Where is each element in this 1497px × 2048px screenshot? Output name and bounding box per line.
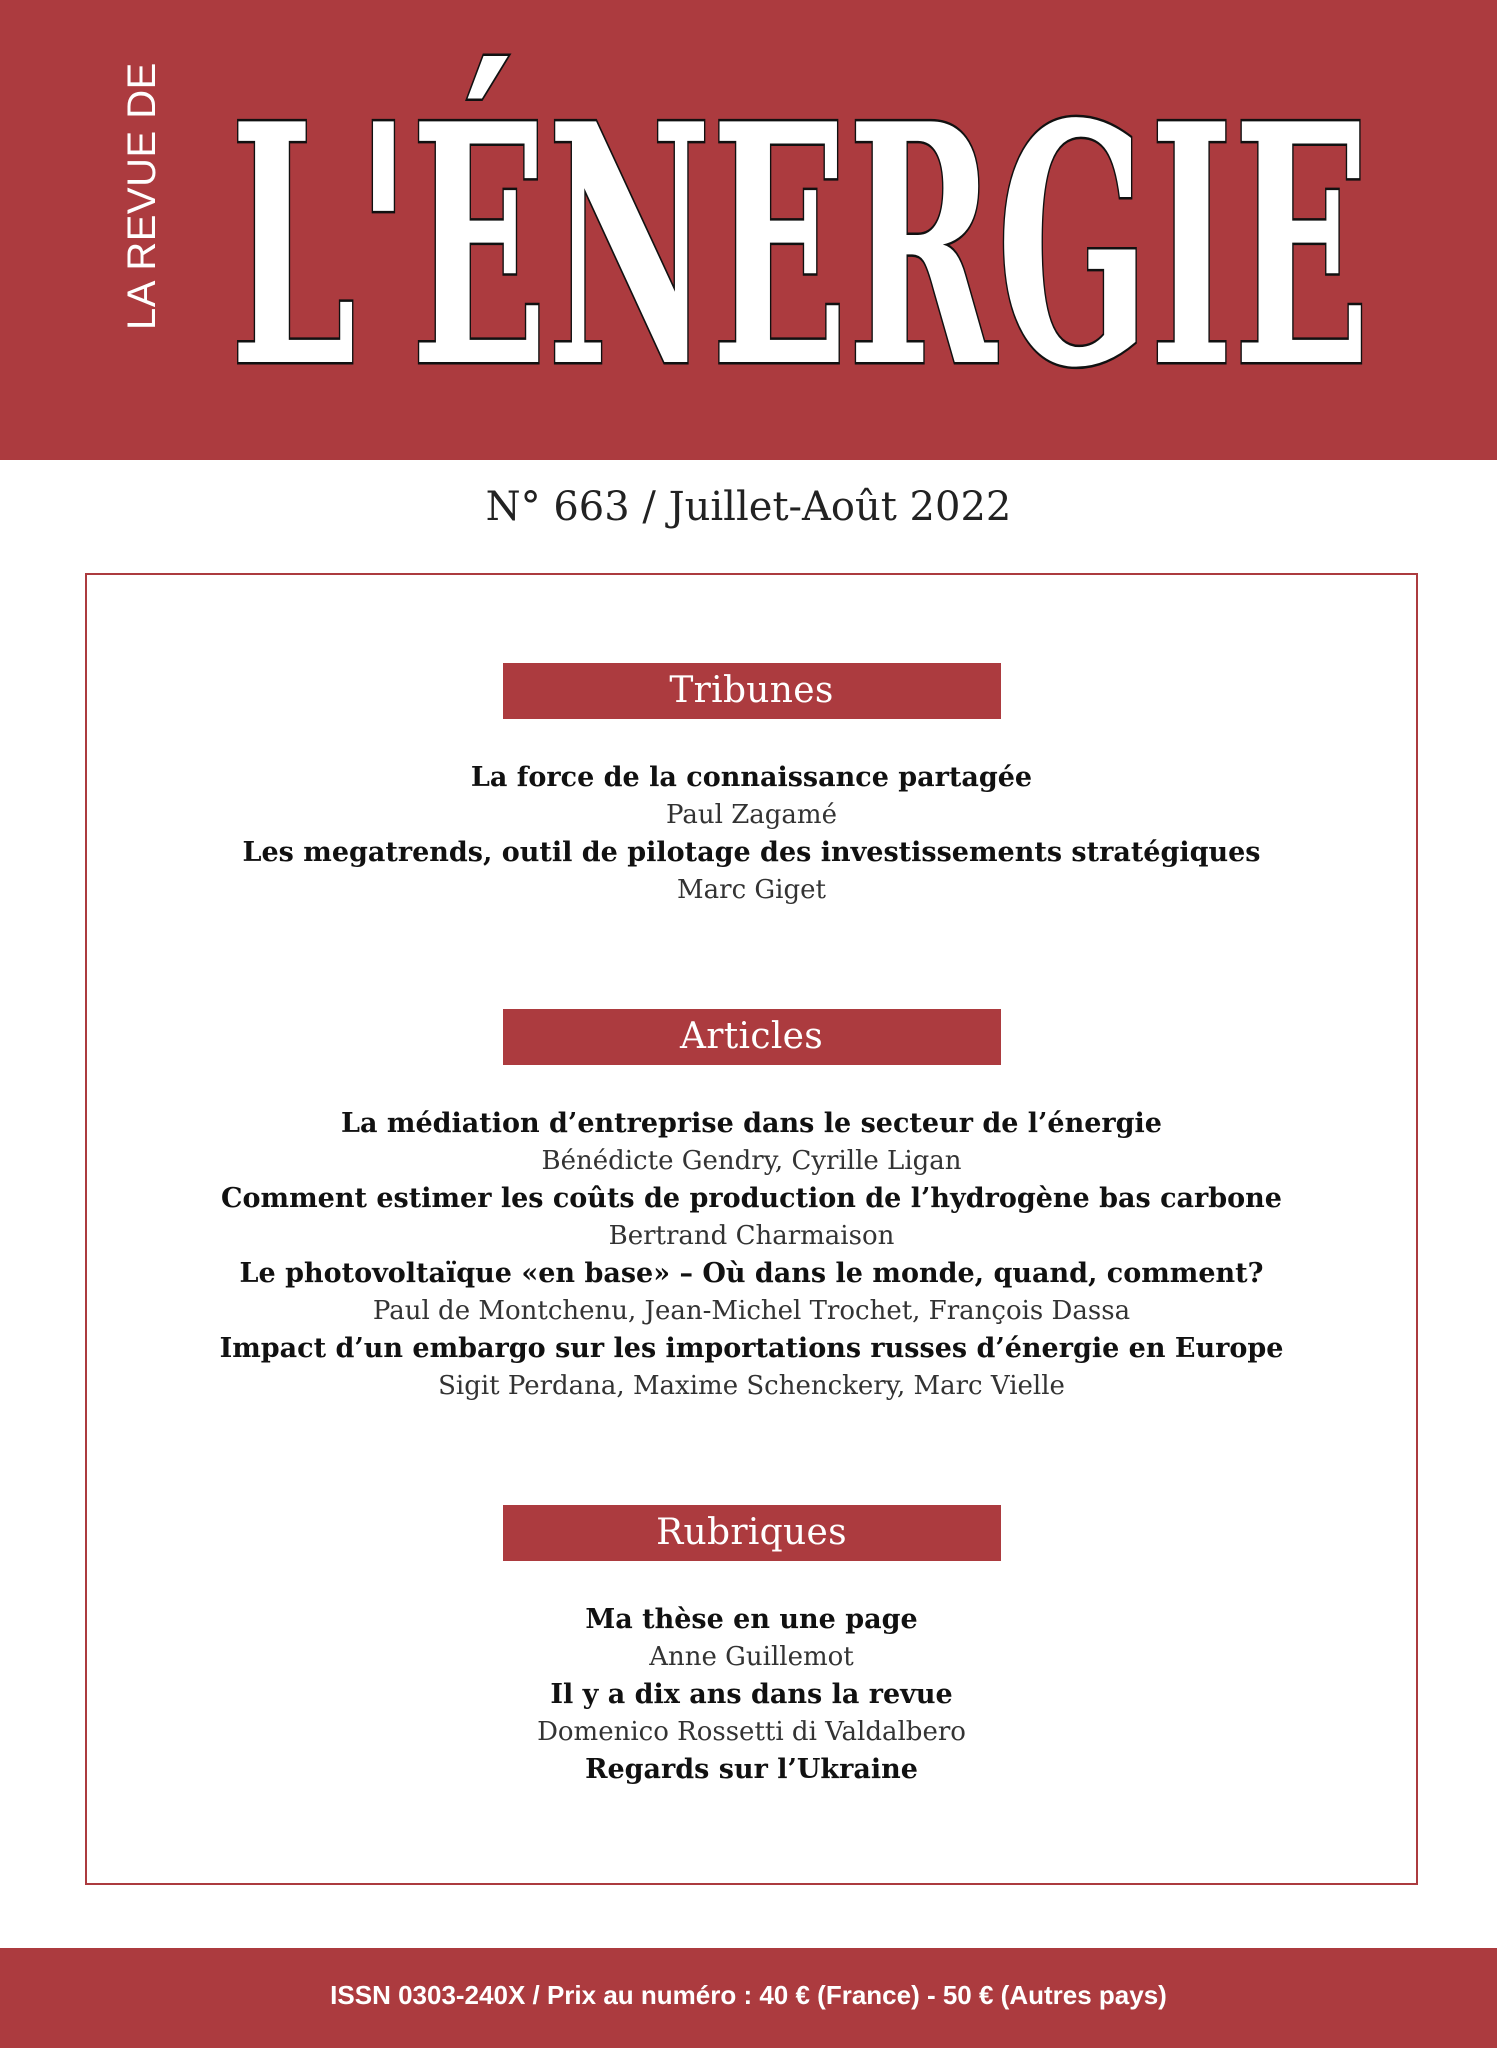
masthead-title-text: L'ÉNERGIE [230,52,1370,440]
masthead-vertical-label: LA REVUE DE [120,62,164,330]
masthead-banner [0,0,1497,460]
entry-title[interactable]: Les megatrends, outil de pilotage des investissements stratégiques [242,837,1261,868]
footer-banner [0,1948,1497,2048]
entry-title[interactable]: La médiation d’entreprise dans le secteur de l’énergie [341,1108,1162,1139]
entry-author: Paul de Montchenu, Jean-Michel Trochet, François Dassa [372,1296,1131,1326]
section-heading: Articles [503,1009,1001,1065]
entry-title[interactable]: Comment estimer les coûts de production de l’hydrogène bas carbone [221,1183,1282,1214]
entry-author: Sigit Perdana, Maxime Schenckery, Marc Vielle [438,1371,1065,1401]
entry-author: Marc Giget [677,875,826,905]
entry-title[interactable]: La force de la connaissance partagée [470,762,1033,793]
entry-title[interactable]: Impact d’un embargo sur les importations russes d’énergie en Europe [219,1333,1284,1364]
section-heading: Rubriques [503,1505,1001,1561]
section-articles [87,1009,1416,1405]
entry-author: Bertrand Charmaison [608,1221,895,1251]
entry-title[interactable]: Regards sur l’Ukraine [585,1754,918,1785]
issue-number-date: N° 663 / Juillet-Août 2022 [485,484,1012,530]
footer-issn-price: ISSN 0303-240X / Prix au numéro : 40 € (France) - 50 € (Autres pays) [330,1980,1167,2010]
section-heading: Tribunes [503,663,1001,719]
table-of-contents [85,573,1418,1885]
entry-title[interactable]: Il y a dix ans dans la revue [550,1679,953,1710]
entry-title[interactable]: Le photovoltaïque «en base» – Où dans le monde, quand, comment? [239,1258,1264,1289]
entry-author: Anne Guillemot [649,1642,854,1672]
entry-author: Domenico Rossetti di Valdalbero [537,1717,966,1747]
section-tribunes [87,663,1416,909]
section-rubriques [87,1505,1416,1789]
entry-title[interactable]: Ma thèse en une page [585,1604,918,1635]
masthead-title [230,52,1390,440]
entry-author: Paul Zagamé [666,800,837,830]
entry-author: Bénédicte Gendry, Cyrille Ligan [541,1146,962,1176]
